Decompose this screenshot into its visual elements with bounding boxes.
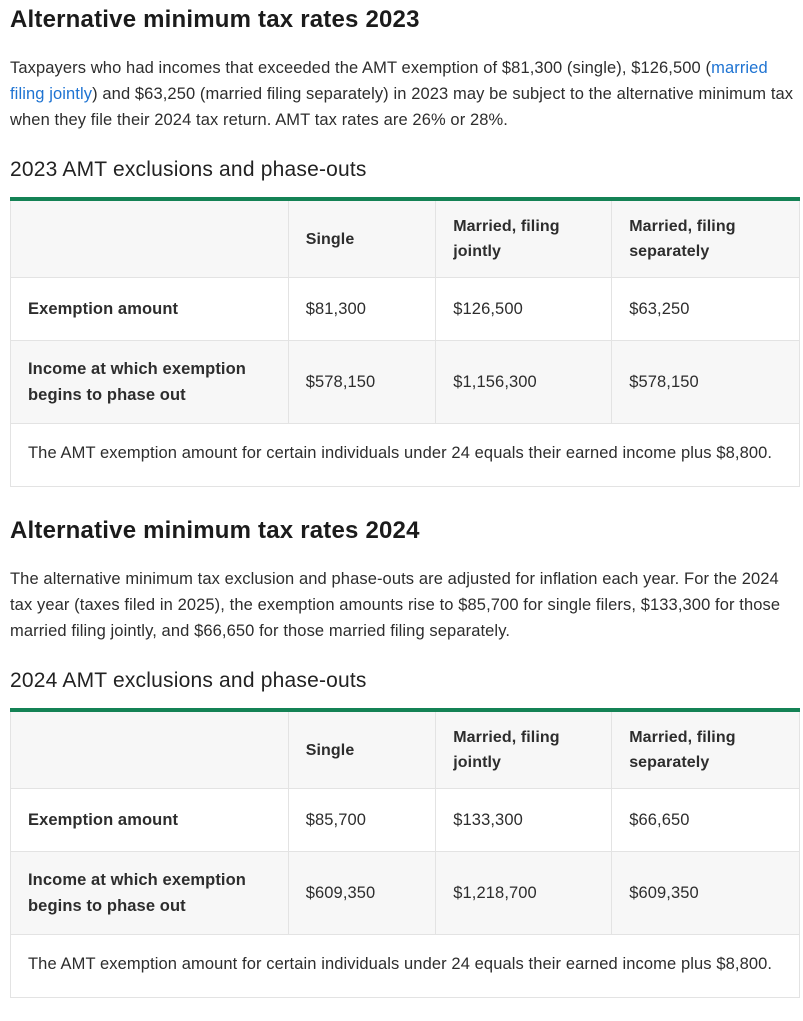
header-cell-single: Single bbox=[288, 199, 436, 278]
row-label-cell: Exemption amount bbox=[11, 278, 289, 341]
table-row-exemption-amount bbox=[11, 278, 800, 341]
married-filing-jointly-link[interactable]: married filing jointly bbox=[10, 59, 768, 103]
intro-text-after-link: ) and $63,250 (married filing separately) in 2023 may be subject to the alternative minimum tax when they file their 2024 tax return. AMT tax rates are 26% or 28%. bbox=[10, 85, 794, 129]
table-footnote: The AMT exemption amount for certain individuals under 24 equals their earned income plus $8,800. bbox=[11, 935, 800, 998]
value-cell-married-separately: $66,650 bbox=[612, 789, 800, 852]
value-cell-married-jointly: $126,500 bbox=[436, 278, 612, 341]
value-cell-single: $81,300 bbox=[288, 278, 436, 341]
value-cell-married-separately: $578,150 bbox=[612, 341, 800, 424]
table-title-2023: 2023 AMT exclusions and phase-outs bbox=[10, 158, 367, 181]
section-amt-2024 bbox=[10, 517, 800, 998]
header-cell-married-jointly: Married, filing jointly bbox=[436, 199, 612, 278]
table-row-phase-out-income bbox=[11, 852, 800, 935]
row-label-cell: Income at which exemption begins to phase out bbox=[11, 341, 289, 424]
table-row-phase-out-income bbox=[11, 341, 800, 424]
header-cell-empty bbox=[11, 199, 289, 278]
value-cell-married-separately: $63,250 bbox=[612, 278, 800, 341]
intro-paragraph-2023 bbox=[10, 55, 800, 133]
table-footnote: The AMT exemption amount for certain individuals under 24 equals their earned income plus $8,800. bbox=[11, 424, 800, 487]
value-cell-single: $578,150 bbox=[288, 341, 436, 424]
value-cell-married-jointly: $1,218,700 bbox=[436, 852, 612, 935]
header-cell-empty bbox=[11, 710, 289, 789]
heading-amt-2023: Alternative minimum tax rates 2023 bbox=[10, 6, 420, 33]
header-cell-married-jointly: Married, filing jointly bbox=[436, 710, 612, 789]
value-cell-married-jointly: $133,300 bbox=[436, 789, 612, 852]
value-cell-single: $609,350 bbox=[288, 852, 436, 935]
row-label-cell: Exemption amount bbox=[11, 789, 289, 852]
amt-table-2023 bbox=[10, 197, 800, 487]
section-amt-2023 bbox=[10, 6, 800, 487]
row-label-cell: Income at which exemption begins to phase out bbox=[11, 852, 289, 935]
table-row-exemption-amount bbox=[11, 789, 800, 852]
intro-text-before-link: Taxpayers who had incomes that exceeded the AMT exemption of $81,300 (single), $126,500 ( bbox=[10, 59, 712, 77]
heading-amt-2024: Alternative minimum tax rates 2024 bbox=[10, 517, 420, 544]
table-footnote-row bbox=[11, 935, 800, 998]
intro-paragraph-2024: The alternative minimum tax exclusion and phase-outs are adjusted for inflation each year. For the 2024 tax year (taxes filed in 2025), the exemption amounts rise to $85,700 for single filers, $133,300 for those married filing jointly, and $66,650 for those married filing separately. bbox=[10, 570, 781, 640]
header-cell-married-separately: Married, filing separately bbox=[612, 710, 800, 789]
value-cell-married-separately: $609,350 bbox=[612, 852, 800, 935]
table-title-2024: 2024 AMT exclusions and phase-outs bbox=[10, 669, 367, 692]
table-header-row bbox=[11, 710, 800, 789]
amt-table-2024 bbox=[10, 708, 800, 998]
header-cell-married-separately: Married, filing separately bbox=[612, 199, 800, 278]
value-cell-married-jointly: $1,156,300 bbox=[436, 341, 612, 424]
value-cell-single: $85,700 bbox=[288, 789, 436, 852]
table-footnote-row bbox=[11, 424, 800, 487]
table-header-row bbox=[11, 199, 800, 278]
header-cell-single: Single bbox=[288, 710, 436, 789]
